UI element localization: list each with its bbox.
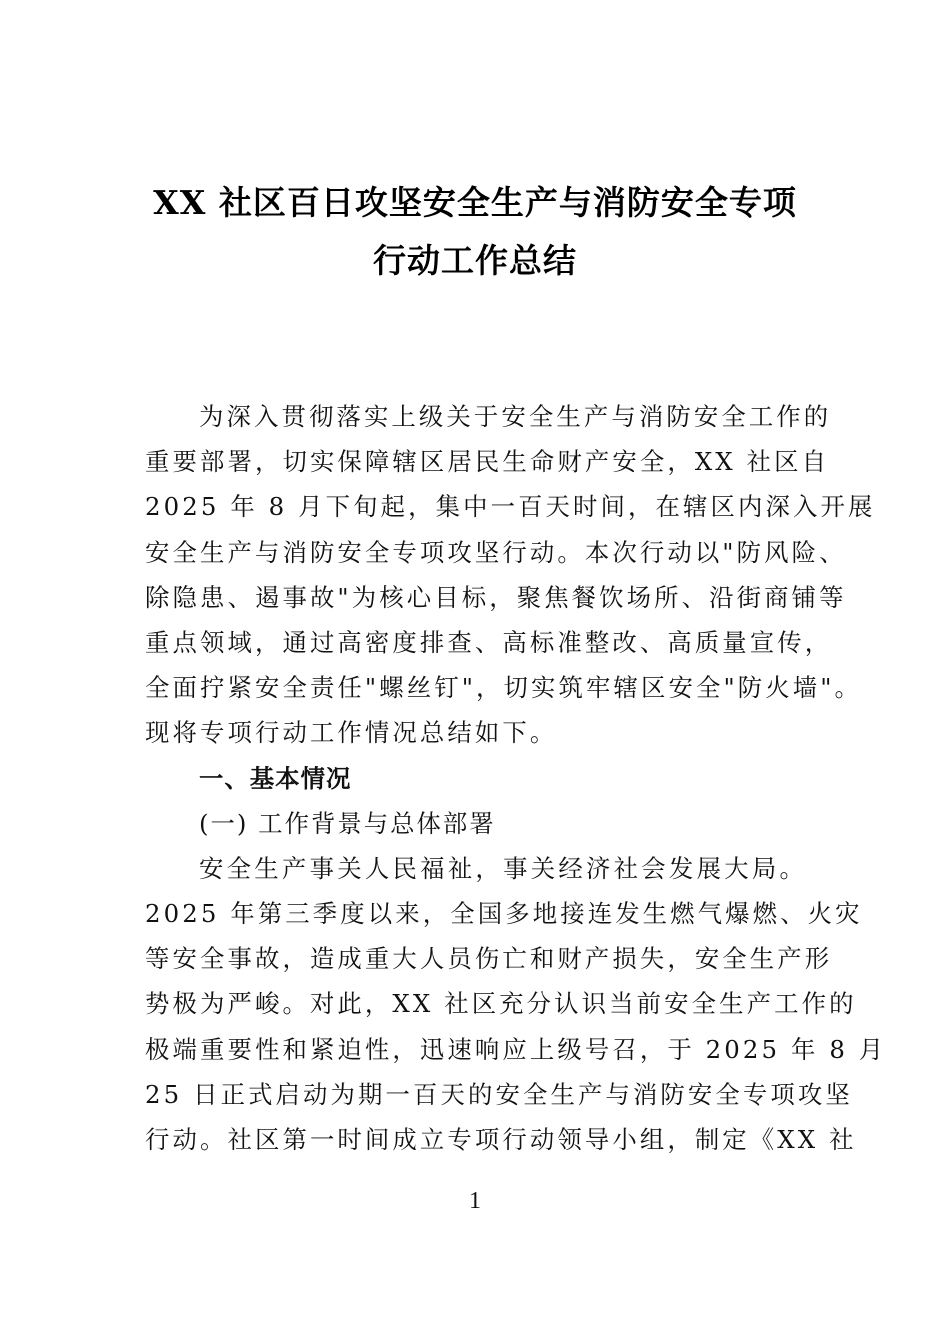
body-line: 安全生产事关人民福祉，事关经济社会发展大局。 xyxy=(199,853,807,883)
body-line: 安全生产与消防安全专项攻坚行动。本次行动以"防风险、 xyxy=(145,537,847,567)
body-line: 行动。社区第一时间成立专项行动领导小组，制定《XX 社 xyxy=(145,1125,857,1154)
body-line: 2025 年第三季度以来，全国多地接连发生燃气爆燃、火灾 xyxy=(145,899,863,929)
document-body xyxy=(145,394,887,1162)
body-line: 势极为严峻。对此，XX 社区充分认识当前安全生产工作的 xyxy=(145,989,857,1019)
section-heading-2: (一) 工作背景与总体部署 xyxy=(199,808,496,838)
body-line: 极端重要性和紧迫性，迅速响应上级号召，于 2025 年 8 月 xyxy=(145,1034,887,1064)
body-line: 现将专项行动工作情况总结如下。 xyxy=(145,718,558,748)
body-line: 等安全事故，造成重大人员伤亡和财产损失，安全生产形 xyxy=(145,944,833,974)
body-line: 重点领域，通过高密度排查、高标准整改、高质量宣传， xyxy=(145,627,833,657)
section-heading-1: 一、基本情况 xyxy=(199,763,352,793)
body-line: 25 日正式启动为期一百天的安全生产与消防安全专项攻坚 xyxy=(145,1079,853,1109)
document-title-line-1: XX 社区百日攻坚安全生产与消防安全专项 xyxy=(153,183,797,222)
body-line: 除隐患、遏事故"为核心目标，聚焦餐饮场所、沿街商铺等 xyxy=(145,582,847,612)
document-title-line-2: 行动工作总结 xyxy=(373,241,577,280)
body-line: 为深入贯彻落实上级关于安全生产与消防安全工作的 xyxy=(199,402,832,431)
body-line: 全面拧紧安全责任"螺丝钉"，切实筑牢辖区安全"防火墙"。 xyxy=(145,673,863,703)
body-line: 重要部署，切实保障辖区居民生命财产安全，XX 社区自 xyxy=(145,447,830,477)
body-line: 2025 年 8 月下旬起，集中一百天时间，在辖区内深入开展 xyxy=(145,492,876,522)
page-number: 1 xyxy=(469,1188,481,1214)
